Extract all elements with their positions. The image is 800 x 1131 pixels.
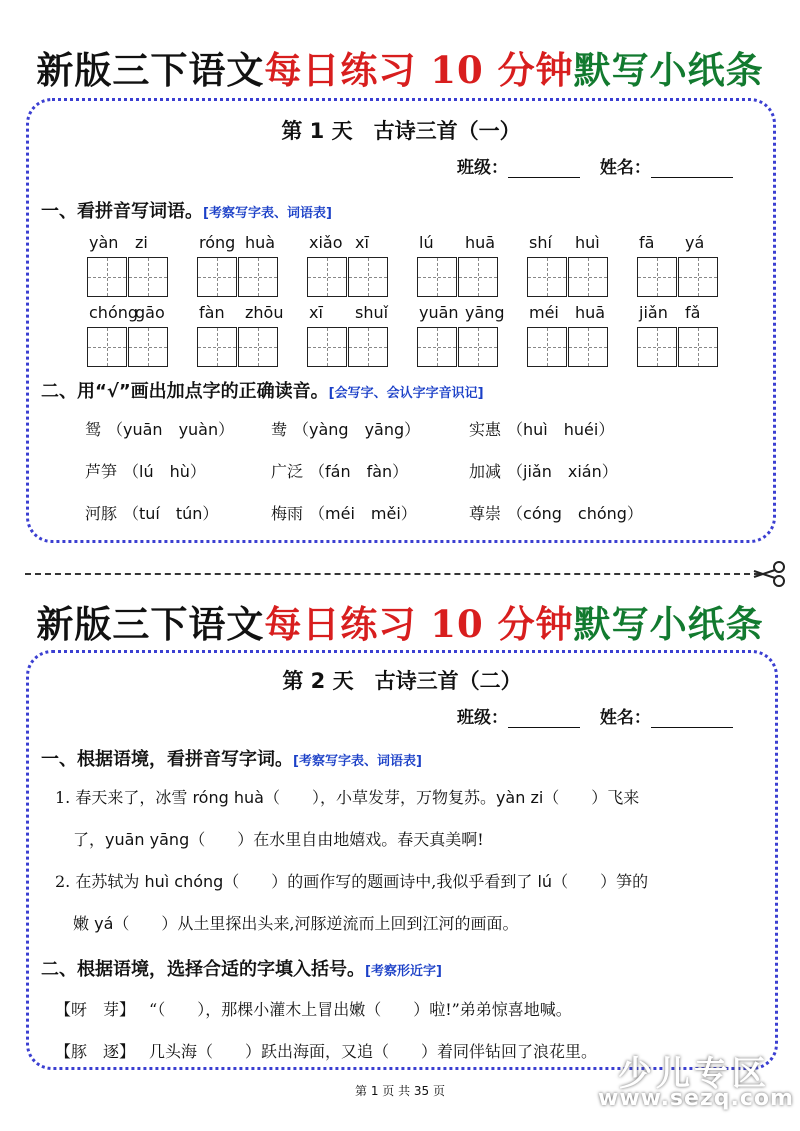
pinyin-word-item (417, 233, 507, 305)
section-note: [会写字、会认字字音识记] (328, 386, 484, 401)
pinyin-syllable: huà (245, 233, 276, 252)
reading-item (85, 501, 218, 524)
choice-label: 【呀 芽】 (55, 1000, 136, 1019)
choice-label: 【豚 逐】 (55, 1042, 136, 1061)
reading-chars: 尊崇 (469, 504, 502, 523)
sentence-text: （ ）从土里探出头来,河豚逆流而上回到江河的画面。 (113, 914, 519, 933)
reading-options[interactable]: （yàng yāng） (293, 420, 421, 439)
day1-title: 第 1 天 古诗三首（一） (281, 119, 521, 143)
section-heading-text: 一、根据语境，看拼音写字词。 (41, 749, 293, 770)
reading-options[interactable]: （fán fàn） (309, 462, 409, 481)
section-note: [考察形近字] (365, 964, 442, 979)
pinyin-prompt: yuān yāng (105, 830, 190, 849)
class-label: 班级： (457, 708, 508, 728)
pinyin-syllable: xiǎo (309, 233, 343, 252)
pinyin-prompt: yàn zi (495, 788, 544, 807)
writing-grid-box[interactable] (87, 257, 127, 297)
writing-grid-box[interactable] (527, 257, 567, 297)
day1-section2-heading (41, 377, 484, 403)
context-line (73, 911, 518, 934)
reading-chars: 河豚 (85, 504, 118, 523)
pinyin-word-item (307, 233, 397, 305)
pinyin-syllable: yàn (89, 233, 119, 252)
day1-class-name (457, 153, 733, 178)
reading-item (85, 417, 234, 440)
writing-grid-box[interactable] (128, 327, 168, 367)
choice-row-1 (55, 997, 572, 1020)
writing-grid-box[interactable] (458, 327, 498, 367)
writing-grid-box[interactable] (637, 327, 677, 367)
reading-chars: 鸳 (85, 420, 102, 439)
day1-section1-heading (41, 197, 332, 223)
reading-item (271, 501, 417, 524)
writing-grid-box[interactable] (637, 257, 677, 297)
name-label: 姓名： (599, 158, 651, 178)
watermark-line1: 少儿专区 (618, 1054, 770, 1094)
pinyin-syllable: chóng (89, 303, 139, 322)
writing-grid-box[interactable] (238, 327, 278, 367)
context-line (55, 869, 648, 892)
section-heading-text: 一、看拼音写词语。 (41, 201, 203, 222)
writing-grid-box[interactable] (417, 257, 457, 297)
reading-chars: 加减 (469, 462, 502, 481)
day2-class-name (457, 703, 733, 728)
day2-title: 第 2 天 古诗三首（二） (282, 669, 522, 693)
pinyin-syllable: yá (685, 233, 705, 252)
pinyin-word-item (87, 233, 177, 305)
pinyin-word-item (527, 233, 617, 305)
reading-options[interactable]: （jiǎn xián） (507, 462, 618, 481)
reading-options[interactable]: （yuān yuàn） (107, 420, 235, 439)
section-heading-text: 二、根据语境，选择合适的字填入括号。 (41, 959, 365, 980)
reading-chars: 广泛 (271, 462, 304, 481)
banner-title (0, 40, 800, 94)
writing-grid-box[interactable] (348, 257, 388, 297)
choice-text: “（ ），那棵小灌木上冒出嫩（ ）啦!”弟弟惊喜地喊。 (149, 1000, 572, 1019)
writing-grid-box[interactable] (197, 257, 237, 297)
pinyin-syllable: zi (135, 233, 148, 252)
banner-title-2 (0, 594, 800, 648)
day2-card (26, 650, 778, 1070)
pinyin-syllable: róng (199, 233, 236, 252)
writing-grid-box[interactable] (307, 257, 347, 297)
reading-item (85, 459, 206, 482)
day1-card (26, 98, 776, 543)
name-label: 姓名： (599, 708, 651, 728)
banner-part2: 每日练习 10 分钟 (264, 48, 574, 92)
pinyin-syllable: lú (419, 233, 434, 252)
pinyin-prompt: róng huà (192, 788, 264, 807)
pinyin-word-item (527, 303, 617, 375)
reading-item (271, 417, 420, 440)
pinyin-word-item (417, 303, 507, 375)
pinyin-prompt: huì chóng (144, 872, 224, 891)
pinyin-syllable: fǎ (685, 303, 701, 322)
reading-chars: 鸯 (271, 420, 288, 439)
context-line (55, 785, 639, 808)
banner-part2: 每日练习 10 分钟 (264, 602, 574, 646)
sentence-text: 1. 春天来了，冰雪 (55, 788, 193, 807)
sentence-text: （ ）飞来 (543, 788, 640, 807)
reading-options[interactable]: （cóng chóng） (507, 504, 643, 523)
writing-grid-box[interactable] (678, 257, 718, 297)
writing-grid-box[interactable] (87, 327, 127, 367)
writing-grid-box[interactable] (458, 257, 498, 297)
pinyin-syllable: xī (309, 303, 323, 322)
reading-item (469, 501, 643, 524)
pinyin-syllable: huì (575, 233, 600, 252)
reading-item (271, 459, 408, 482)
name-blank[interactable] (651, 161, 733, 178)
context-line (73, 827, 484, 850)
pinyin-word-item (307, 303, 397, 375)
writing-grid-box[interactable] (307, 327, 347, 367)
pinyin-syllable: yāng (465, 303, 505, 322)
pinyin-syllable: yuān (419, 303, 459, 322)
sentence-text: 嫩 (73, 914, 95, 933)
pinyin-syllable: xī (355, 233, 369, 252)
sentence-text: 了， (73, 830, 106, 849)
pinyin-syllable: shí (529, 233, 552, 252)
class-blank[interactable] (508, 711, 580, 728)
banner-part3: 默写小纸条 (573, 48, 764, 92)
writing-grid-box[interactable] (197, 327, 237, 367)
scissors-icon (752, 560, 788, 588)
choice-text: 几头海（ ）跃出海面，又追（ ）着同伴钻回了浪花里。 (149, 1042, 598, 1061)
section-note: [考察写字表、词语表] (293, 754, 422, 769)
sentence-text: （ ）在水里自由地嬉戏。春天真美啊! (189, 830, 484, 849)
sentence-text: （ ），小草发芽，万物复苏。 (263, 788, 496, 807)
pinyin-word-item (637, 233, 727, 305)
reading-options[interactable]: （méi měi） (309, 504, 417, 523)
section-note: [考察写字表、词语表] (203, 206, 332, 221)
choice-row-2 (55, 1039, 597, 1062)
sentence-text: （ ）的画作写的题画诗中,我似乎看到了 (223, 872, 538, 891)
pinyin-syllable: shuǐ (355, 303, 389, 322)
section-heading-text: 二、用“√”画出加点字的正确读音。 (41, 381, 329, 402)
reading-chars: 实惠 (469, 420, 502, 439)
writing-grid-box[interactable] (348, 327, 388, 367)
writing-grid-box[interactable] (128, 257, 168, 297)
writing-grid-box[interactable] (678, 327, 718, 367)
pinyin-syllable: méi (529, 303, 559, 322)
pinyin-prompt: lú (537, 872, 553, 891)
sentence-text: 2. 在苏轼为 (55, 872, 145, 891)
reading-item (469, 417, 614, 440)
banner-part1: 新版三下语文 (36, 602, 265, 646)
pinyin-syllable: gāo (135, 303, 165, 322)
pinyin-syllable: huā (465, 233, 496, 252)
pinyin-syllable: jiǎn (639, 303, 668, 322)
page-footer: 第 1 页 共 35 页 (355, 1084, 445, 1098)
reading-options[interactable]: （tuí tún） (123, 504, 219, 523)
pinyin-syllable: fā (639, 233, 655, 252)
banner-part1: 新版三下语文 (36, 48, 265, 92)
pinyin-word-item (197, 303, 287, 375)
pinyin-syllable: zhōu (245, 303, 284, 322)
writing-grid-box[interactable] (417, 327, 457, 367)
pinyin-syllable: huā (575, 303, 606, 322)
pinyin-syllable: fàn (199, 303, 225, 322)
pinyin-word-item (197, 233, 287, 305)
reading-options[interactable]: （lú hù） (123, 462, 206, 481)
pinyin-word-item (87, 303, 177, 375)
sentence-text: （ ）笋的 (552, 872, 649, 891)
writing-grid-box[interactable] (568, 257, 608, 297)
writing-grid-box[interactable] (527, 327, 567, 367)
reading-options[interactable]: （huì huéi） (507, 420, 615, 439)
reading-item (469, 459, 618, 482)
class-label: 班级： (457, 158, 508, 178)
writing-grid-box[interactable] (238, 257, 278, 297)
class-blank[interactable] (508, 161, 580, 178)
cut-line (25, 573, 760, 575)
reading-chars: 梅雨 (271, 504, 304, 523)
name-blank[interactable] (651, 711, 733, 728)
banner-part3: 默写小纸条 (573, 602, 764, 646)
day2-section1-heading (41, 745, 422, 771)
reading-chars: 芦笋 (85, 462, 118, 481)
day2-section2-heading (41, 955, 442, 981)
pinyin-prompt: yá (94, 914, 114, 933)
writing-grid-box[interactable] (568, 327, 608, 367)
watermark-line2: www.sezq.com (598, 1086, 794, 1111)
watermark-logo (598, 1046, 798, 1116)
pinyin-word-item (637, 303, 727, 375)
